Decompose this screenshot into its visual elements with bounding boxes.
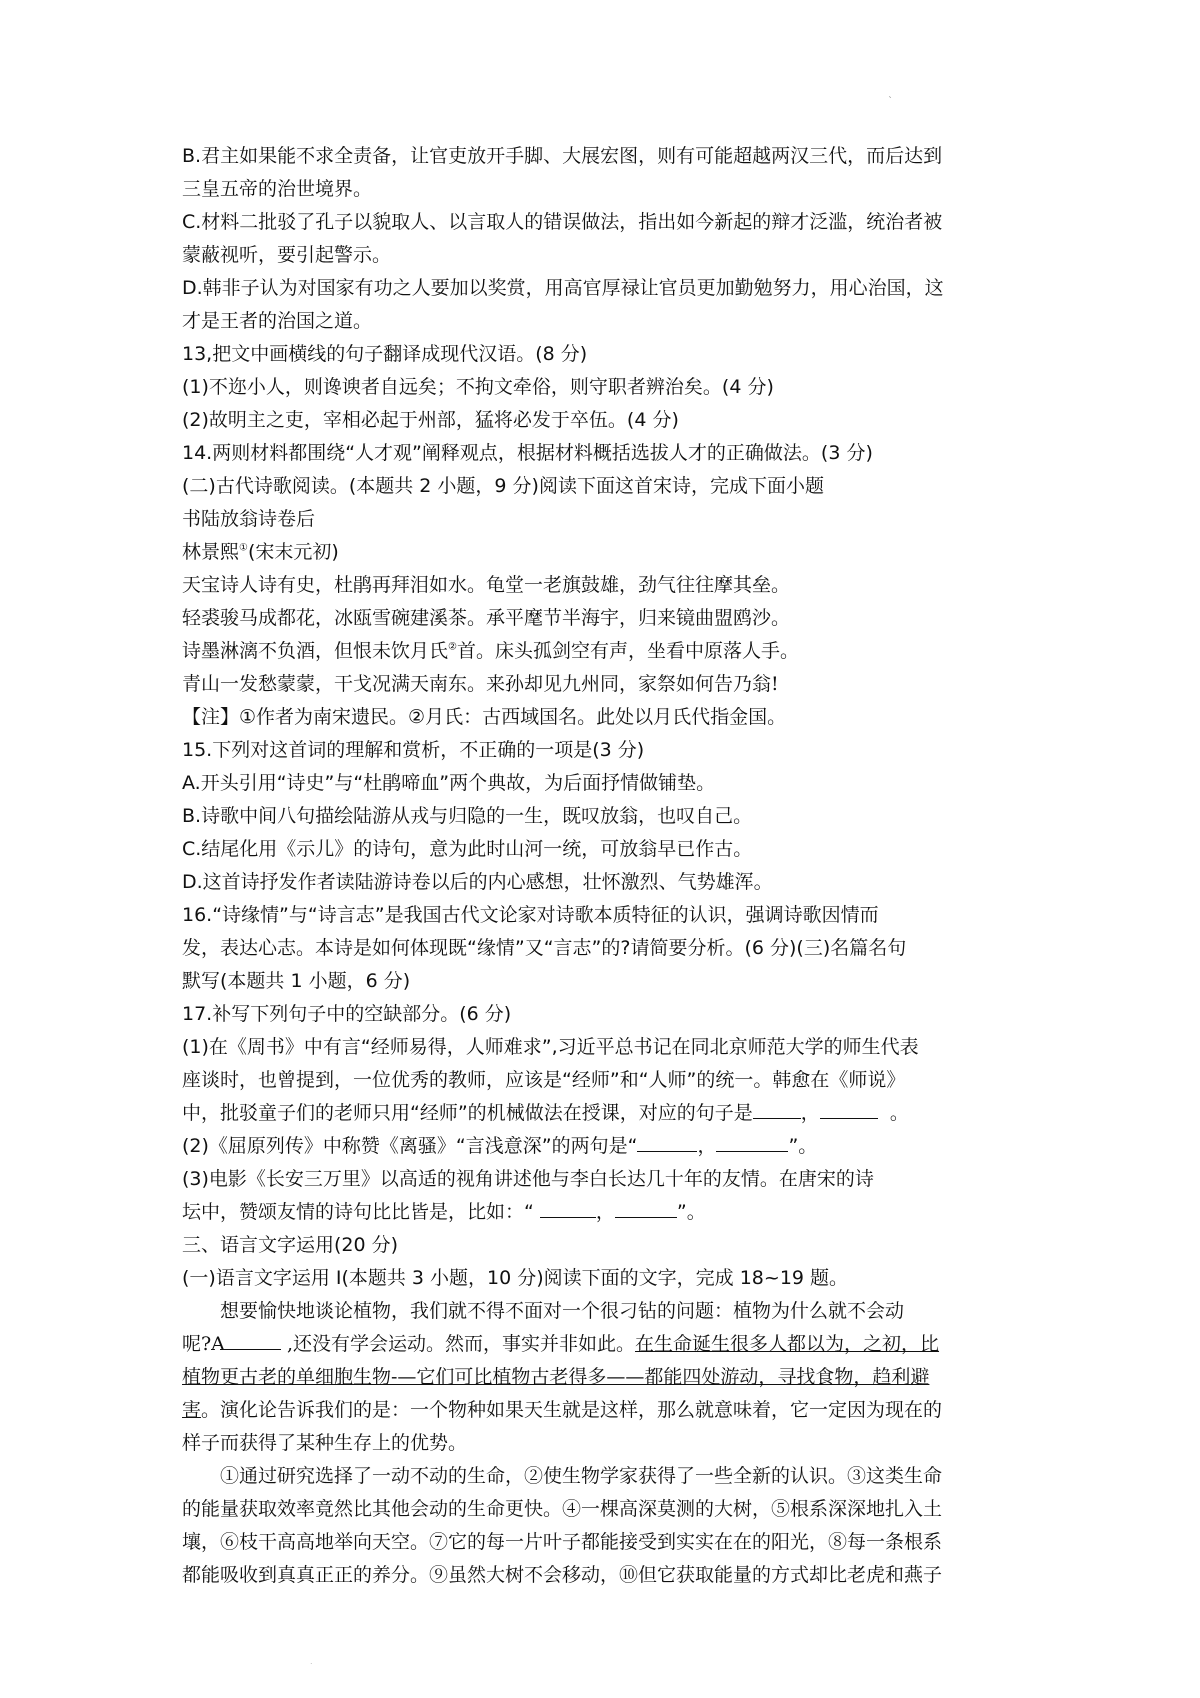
poem-note: 【注】①作者为南宋遗民。②月氏：古西域国名。此处以月氏代指金国。 (182, 706, 787, 728)
passage-blank-a[interactable] (225, 1329, 281, 1350)
q17-part1-blank-1[interactable] (753, 1098, 801, 1119)
passage-p1-line2 (182, 1328, 1030, 1361)
section3-title: 三、语言文字运用(20 分) (182, 1234, 399, 1256)
q17-part1-line3-text: 中，批驳童子们的老师只用“经师”的机械做法在授课，对应的句子是 (182, 1102, 753, 1124)
passage-underlined-part2: 植物更古老的单细胞生物-—它们可比植物古老得多——都能四处游动，寻找食物，趋利避 (182, 1366, 930, 1388)
q16-line-2: 发，表达心志。本诗是如何体现既“缘情”又“言志”的?请简要分析。(6 分)(三)名篇名句 (182, 937, 907, 959)
passage-p1-line2-start: 呢?A (182, 1333, 225, 1355)
q17-part2 (182, 1130, 1030, 1163)
poem-line-3-part1: 诗墨淋漓不负酒，但恨未饮月氏 (182, 640, 449, 662)
q17-part1-line2: 座谈时，也曾提到，一位优秀的教师，应该是“经师”和“人师”的统一。韩愈在《师说》 (182, 1069, 906, 1091)
q12-option-d-line2: 才是王者的治国之道。 (182, 310, 373, 332)
poem-line-1: 天宝诗人诗有史，杜鹃再拜泪如水。龟堂一老旗鼓雄，劲气往往摩其垒。 (182, 574, 791, 596)
passage-p2-line1: ①通过研究选择了一动不动的生命，②使生物学家获得了一些全新的认识。③这类生命 (220, 1465, 943, 1487)
q12-option-b-line1: B.君主如果能不求全责备，让官吏放开手脚、大展宏图，则有可能超越两汉三代，而后达到 (182, 145, 943, 167)
q17-part3-comma: ， (595, 1201, 615, 1223)
q13-sentence-1: (1)不迩小人，则谗谀者自远矣；不拘文牵俗，则守职者辨治矣。(4 分) (182, 376, 774, 398)
poem-title: 书陆放翁诗卷后 (182, 508, 316, 530)
q17-part2-comma: ， (697, 1135, 717, 1157)
poem-author (182, 536, 1030, 569)
q17-part3-blank-2[interactable] (615, 1197, 677, 1218)
poem-line-2: 轻裘骏马成都花，冰瓯雪碗建溪茶。承平麾节半海宇，归来镜曲盟鸥沙。 (182, 607, 791, 629)
q17-part3-end: ”。 (676, 1201, 706, 1223)
q17-part3-blank-1[interactable] (540, 1197, 596, 1218)
q15-option-b: B.诗歌中间八句描绘陆游从戎与归隐的一生，既叹放翁，也叹自己。 (182, 805, 753, 827)
passage-p2-line3: 壤，⑥枝干高高地举向天空。⑦它的每一片叶子都能接受到实实在在的阳光，⑧每一条根系 (182, 1531, 943, 1553)
exam-page (182, 140, 1030, 1592)
q17-part1-line1: (1)在《周书》中有言“经师易得，人师难求”,习近平总书记在同北京师范大学的师生代表 (182, 1036, 919, 1058)
q12-option-d-line1: D.韩非子认为对国家有功之人要加以奖赏，用高官厚禄让官员更加勤勉努力，用心治国，这 (182, 277, 944, 299)
poem-line-4: 青山一发愁蒙蒙，干戈况满天南东。来孙却见九州同，家祭如何告乃翁! (182, 673, 779, 695)
q17-part2-blank-2[interactable] (716, 1131, 788, 1152)
q15-option-a: A.开头引用“诗史”与“杜鹃啼血”两个典故，为后面抒情做铺垫。 (182, 772, 716, 794)
q17-part2-text: (2)《屈原列传》中称赞《离骚》“言浅意深”的两句是“ (182, 1135, 638, 1157)
passage-p2-line2: 的能量获取效率竟然比其他会动的生命更快。④一棵高深莫测的大树，⑤根系深深地扎入土 (182, 1498, 943, 1520)
q17-part3-text: 坛中，赞颂友情的诗句比比皆是，比如：“ (182, 1201, 540, 1223)
q17-part3-line2 (182, 1196, 1030, 1229)
passage-p1-line2-mid: ,还没有学会运动。然而，事实并非如此。 (280, 1333, 636, 1355)
q16-line-1: 16.“诗缘情”与“诗言志”是我国古代文论家对诗歌本质特征的认识，强调诗歌因情而 (182, 904, 879, 926)
passage-p1-line5: 样子而获得了某种生存上的优势。 (182, 1432, 468, 1454)
passage-p1-line1: 想要愉快地谈论植物，我们就不得不面对一个很刁钻的问题：植物为什么就不会动 (220, 1300, 905, 1322)
section3-subtitle: (一)语言文字运用 I(本题共 3 小题，10 分)阅读下面的文字，完成 18~19 题。 (182, 1267, 849, 1289)
passage-underlined-part3: 害 (182, 1399, 202, 1421)
q17-part3-line1: (3)电影《长安三万里》以高适的视角讲述他与李白长达几十年的友情。在唐宋的诗 (182, 1168, 874, 1190)
poem-author-era: (宋末元初) (247, 541, 339, 563)
q14-question: 14.两则材料都围绕“人才观”阐释观点，根据材料概括选拔人才的正确做法。(3 分) (182, 442, 873, 464)
q17-part1-end: 。 (889, 1102, 909, 1124)
q15-stem: 15.下列对这首词的理解和赏析，不正确的一项是(3 分) (182, 739, 645, 761)
q17-part1-line3 (182, 1097, 1030, 1130)
passage-p2-line4: 都能吸收到真真正正的养分。⑨虽然大树不会移动，⑩但它获取能量的方式却比老虎和燕子 (182, 1564, 943, 1586)
q17-part1-comma: ， (800, 1102, 820, 1124)
passage-p1-line4-rest: 。演化论告诉我们的是：一个物种如果天生就是这样，那么就意味着，它一定因为现在的 (201, 1399, 943, 1421)
passage-underlined-part1: 在生命诞生很多人都以为，之初，比 (635, 1333, 940, 1355)
q16-line-3: 默写(本题共 1 小题，6 分) (182, 970, 411, 992)
q17-part2-blank-1[interactable] (637, 1131, 697, 1152)
q13-title: 13,把文中画横线的句子翻译成现代汉语。(8 分) (182, 343, 588, 365)
passage-p1-line4 (182, 1394, 1030, 1427)
poem-author-note-mark: ① (239, 542, 248, 554)
poem-line-3-part2: 首。床头孤剑空有声，坐看中原落人手。 (456, 640, 799, 662)
scan-speck-bottom: . (310, 1657, 313, 1666)
poem-line-3-note-mark: ② (448, 641, 457, 653)
poem-author-name: 林景熙 (182, 541, 240, 563)
poem-section-header: (二)古代诗歌阅读。(本题共 2 小题，9 分)阅读下面这首宋诗，完成下面小题 (182, 475, 824, 497)
q12-option-b-line2: 三皇五帝的治世境界。 (182, 178, 373, 200)
q12-option-c-line2: 蒙蔽视听，要引起警示。 (182, 244, 392, 266)
q15-option-d: D.这首诗抒发作者读陆游诗卷以后的内心感想，壮怀激烈、气势雄浑。 (182, 871, 773, 893)
q13-sentence-2: (2)故明主之吏，宰相必起于州部，猛将必发于卒伍。(4 分) (182, 409, 679, 431)
q17-stem: 17.补写下列句子中的空缺部分。(6 分) (182, 1003, 512, 1025)
q17-part1-blank-2[interactable] (820, 1098, 878, 1119)
q15-option-c: C.结尾化用《示儿》的诗句，意为此时山河一统，可放翁早已作古。 (182, 838, 753, 860)
q12-option-c-line1: C.材料二批驳了孔子以貌取人、以言取人的错误做法，指出如今新起的辩才泛滥，统治者被 (182, 211, 943, 233)
scan-speck: ` (888, 96, 893, 107)
q17-part2-end: ”。 (788, 1135, 818, 1157)
poem-line-3 (182, 635, 1030, 668)
